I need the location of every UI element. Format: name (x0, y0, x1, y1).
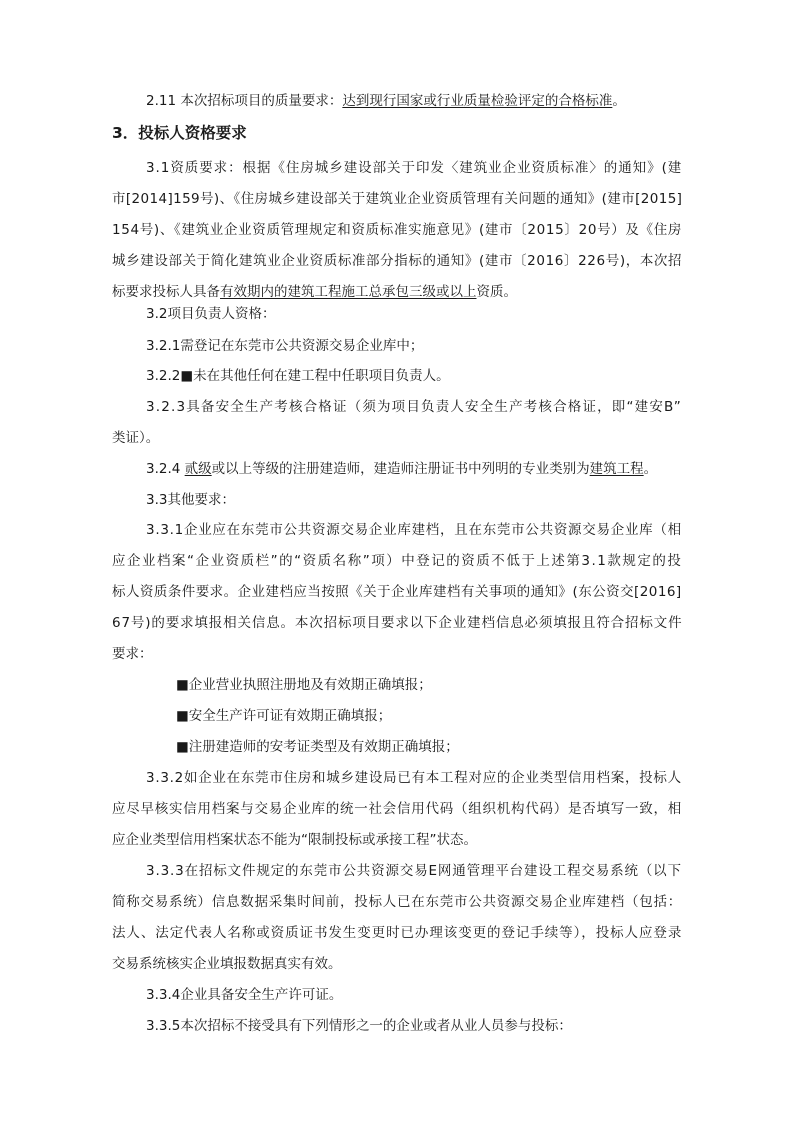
clause-3-3-1-line1: 3.3.1企业应在东莞市公共资源交易企业库建档，且在东莞市公共资源交易企业库（相 (146, 522, 682, 538)
clause-3-2-3-line1: 3.2.3具备安全生产考核合格证（须为项目负责人安全生产考核合格证，即“建安B” (146, 399, 682, 415)
clause-3-3-2-line1: 3.3.2如企业在东莞市住房和城乡建设局已有本工程对应的企业类型信用档案，投标人 (146, 770, 682, 786)
clause-3-3-3-line4: 交易系统核实企业填报数据真实有效。 (112, 956, 342, 972)
clause-3-3-2-line3: 应企业类型信用档案状态不能为“限制投标或承接工程”状态。 (112, 832, 477, 848)
clause-3-3-1-line3: 标人资质条件要求。企业建档应当按照《关于企业库建档有关事项的通知》(东公资交[2016] (112, 584, 682, 600)
clause-3-1-line1: 3.1资质要求：根据《住房城乡建设部关于印发〈建筑业企业资质标准〉的通知》(建 (146, 160, 683, 176)
clause-3-1-line5-text: 标要求投标人具备 (112, 284, 220, 300)
clause-3-3-3-line2: 简称交易系统）信息数据采集时间前，投标人已在东莞市公共资源交易企业库建档（包括： (112, 894, 682, 910)
clause-3-3-3-line1: 3.3.3在招标文件规定的东莞市公共资源交易E网通管理平台建设工程交易系统（以下 (146, 863, 682, 879)
builder-specialty: 建筑工程 (589, 461, 644, 477)
section-heading-3: 3．投标人资格要求 (112, 124, 247, 142)
clause-3-3-3-line3: 法人、法定代表人名称或资质证书发生变更时已办理该变更的登记手续等），投标人应登录 (112, 925, 683, 941)
checklist-item-safety-permit: ■安全生产许可证有效期正确填报； (176, 708, 392, 724)
clause-3-1-line4: 城乡建设部关于简化建筑业企业资质标准部分指标的通知》(建市〔2016〕226号)，本次招 (112, 253, 683, 269)
clause-3-1-line5 (112, 283, 517, 301)
qualification-requirement: 有效期内的建筑工程施工总承包三级或以上 (220, 284, 477, 300)
clause-2-11-end: 。 (612, 93, 626, 109)
quality-standard: 达到现行国家或行业质量检验评定的合格标准 (342, 93, 613, 109)
clause-3-3-1-line4: 67号)的要求填报相关信息。本次招标项目要求以下企业建档信息必须填报且符合招标文件 (112, 615, 683, 631)
clause-3-2-3-line2: 类证）。 (112, 430, 160, 446)
clause-3-2: 3.2项目负责人资格： (146, 306, 276, 322)
clause-3-3-4: 3.3.4企业具备安全生产许可证。 (146, 987, 343, 1003)
clause-3-3-1-line5: 要求： (112, 646, 153, 662)
clause-3-2-4-end: 。 (643, 461, 658, 477)
clause-3-3: 3.3其他要求： (146, 492, 235, 508)
clause-2-11 (146, 92, 626, 110)
clause-3-1-line2: 市[2014]159号)、《住房城乡建设部关于建筑业企业资质管理有关问题的通知》(建市[2015] (112, 191, 683, 207)
clause-3-2-2: 3.2.2■未在其他任何在建工程中任职项目负责人。 (146, 368, 450, 384)
clause-3-1-line5-end: 资质。 (476, 284, 517, 300)
clause-3-2-4-text: 或以上等级的注册建造师，建造师注册证书中列明的专业类别为 (211, 461, 590, 477)
builder-grade: 贰级 (184, 461, 212, 477)
clause-3-3-1-line2: 应企业档案“企业资质栏”的“资质名称”项）中登记的资质不低于上述第3.1款规定的投 (112, 553, 683, 569)
clause-3-3-2-line2: 应尽早核实信用档案与交易企业库的统一社会信用代码（组织机构代码）是否填写一致，相 (112, 801, 682, 817)
checklist-item-builder-cert: ■注册建造师的安考证类型及有效期正确填报； (176, 739, 459, 755)
clause-3-2-4-num: 3.2.4 (146, 461, 185, 477)
clause-3-2-1: 3.2.1需登记在东莞市公共资源交易企业库中； (146, 338, 424, 354)
clause-3-2-4 (146, 460, 657, 478)
clause-3-3-5: 3.3.5本次招标不接受具有下列情形之一的企业或者从业人员参与投标： (146, 1018, 572, 1034)
clause-3-1-line3: 154号)、《建筑业企业资质管理规定和资质标准实施意见》(建市〔2015〕20号）及《住房 (112, 222, 683, 238)
checklist-item-license: ■企业营业执照注册地及有效期正确填报； (176, 677, 432, 693)
clause-2-11-text: 2.11 本次招标项目的质量要求： (146, 93, 343, 109)
